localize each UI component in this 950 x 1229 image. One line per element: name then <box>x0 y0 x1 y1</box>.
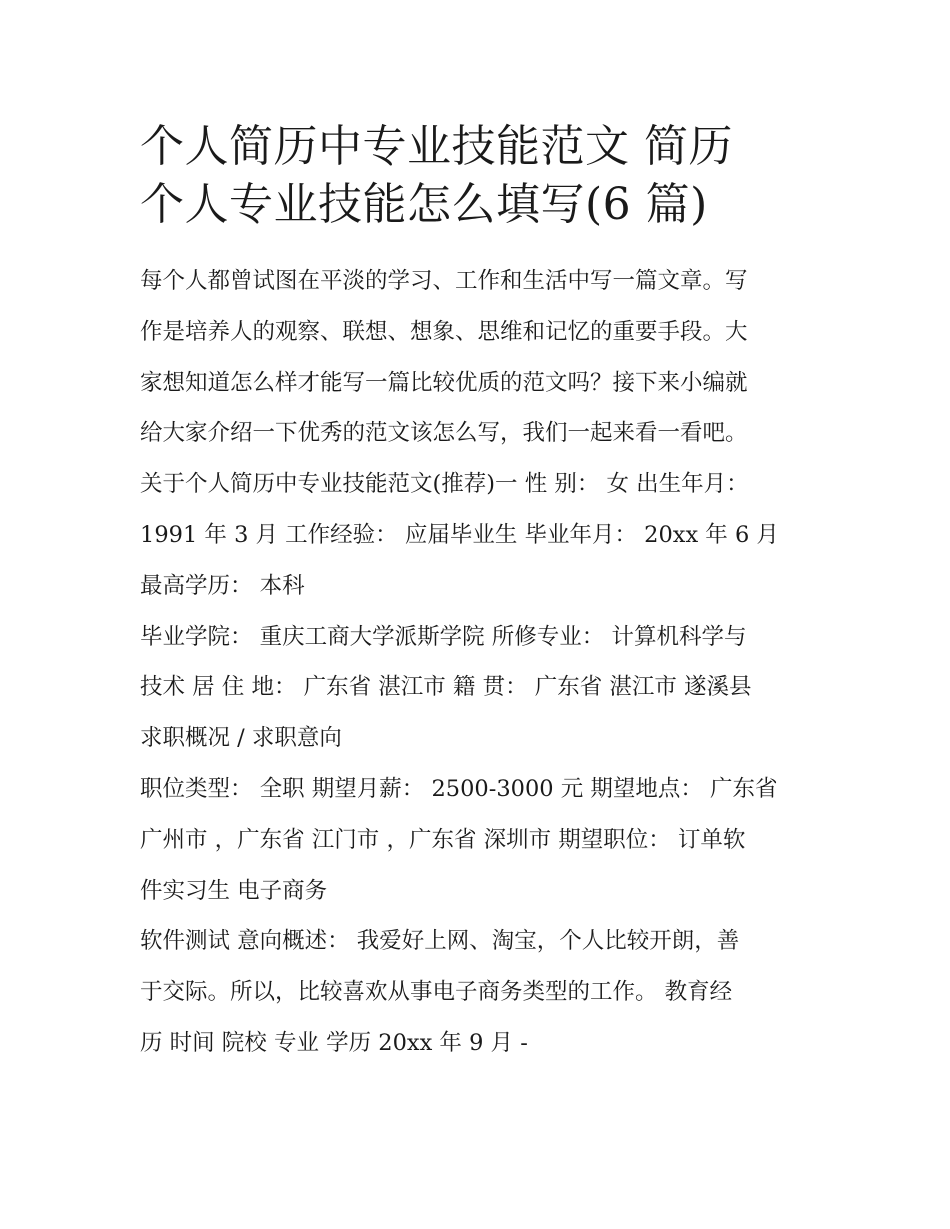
body-line: 最高学历： 本科 <box>140 572 305 599</box>
body-line: 于交际。所以，比较喜欢从事电子商务类型的工作。 教育经 <box>140 979 733 1006</box>
body-line: 作是培养人的观察、联想、想象、思维和记忆的重要手段。大 <box>140 318 748 345</box>
body-line: 给大家介绍一下优秀的范文该怎么写，我们一起来看一看吧。 <box>140 420 748 447</box>
document-title <box>140 118 820 234</box>
body-line: 件实习生 电子商务 <box>140 877 328 904</box>
body-line: 软件测试 意向概述： 我爱好上网、淘宝，个人比较开朗，善 <box>140 928 740 955</box>
body-line: 关于个人简历中专业技能范文(推荐)一 性 别： 女 出生年月： <box>140 471 749 498</box>
title-line: 个人简历中专业技能范文 简历 <box>140 121 733 172</box>
body-line: 家想知道怎么样才能写一篇比较优质的范文吗？接下来小编就 <box>140 369 748 396</box>
body-line: 1991 年 3 月 工作经验： 应届毕业生 毕业年月： 20xx 年 6 月 <box>140 521 779 548</box>
body-line: 求职概况 / 求职意向 <box>140 725 342 752</box>
body-line: 技术 居 住 地： 广东省 湛江市 籍 贯： 广东省 湛江市 遂溪县 <box>140 674 752 701</box>
body-line: 毕业学院： 重庆工商大学派斯学院 所修专业： 计算机科学与 <box>140 623 747 650</box>
document-body <box>140 256 820 1069</box>
body-line: 职位类型： 全职 期望月薪： 2500-3000 元 期望地点： 广东省 <box>140 775 778 802</box>
body-line: 每个人都曾试图在平淡的学习、工作和生活中写一篇文章。写 <box>140 268 748 294</box>
title-line: 个人专业技能怎么填写(6 篇) <box>140 179 708 230</box>
body-line: 历 时间 院校 专业 学历 20xx 年 9 月 - <box>140 1029 528 1056</box>
body-line: 广州市 ，广东省 江门市 ，广东省 深圳市 期望职位： 订单软 <box>140 826 746 853</box>
document-page <box>140 118 820 1069</box>
